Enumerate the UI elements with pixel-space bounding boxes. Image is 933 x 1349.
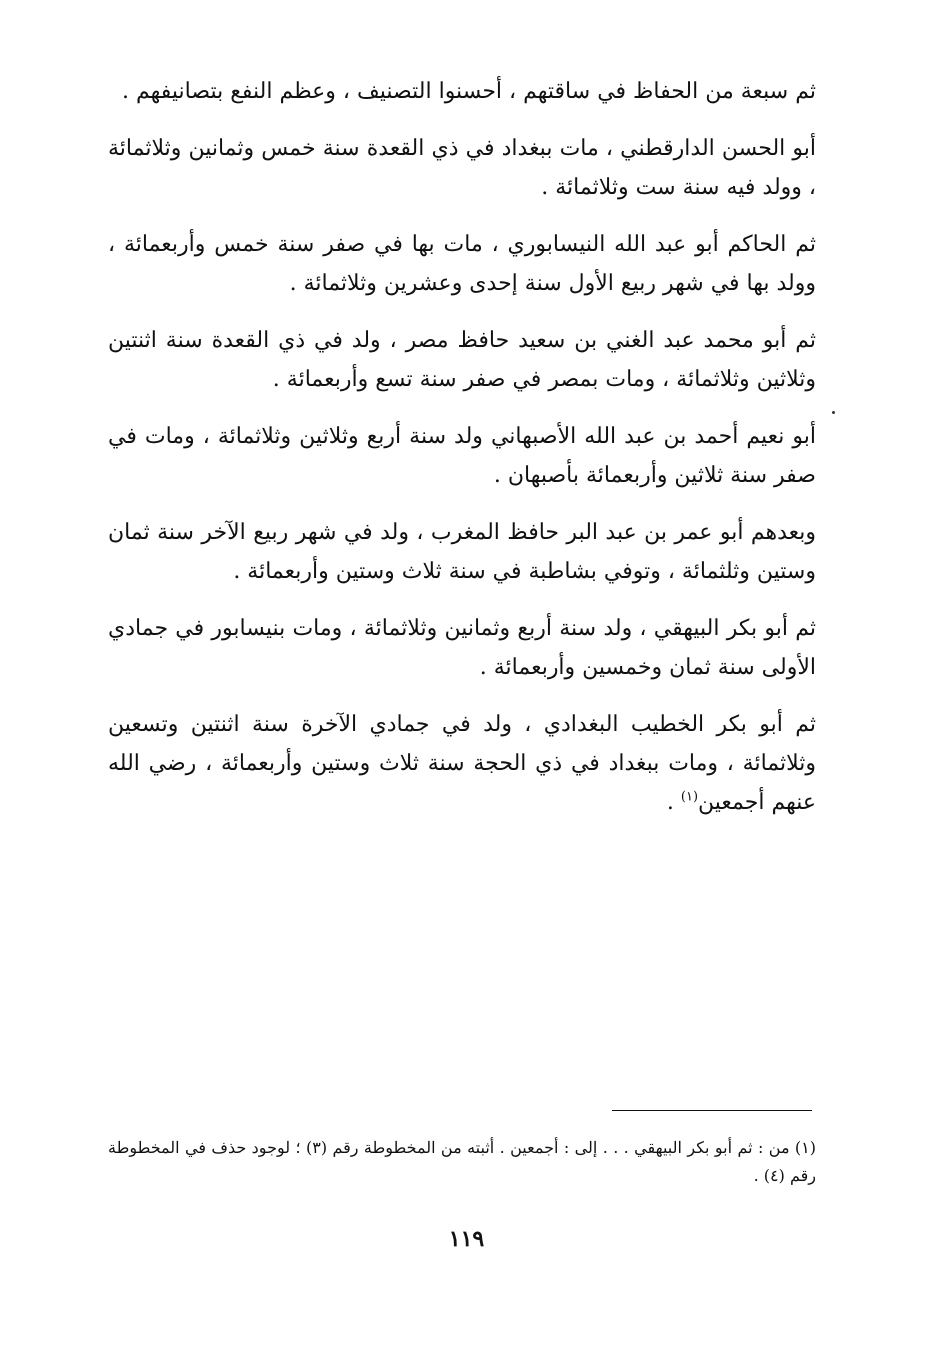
footnote-divider <box>612 1110 812 1111</box>
paragraph-5: أبو نعيم أحمد بن عبد الله الأصبهاني ولد سنة أربع وثلاثين وثلاثمائة ، ومات في صفر سنة ثلاثين وأربعمائة بأصبهان . <box>108 424 816 488</box>
paragraph-8-text: ثم أبو بكر الخطيب البغدادي ، ولد في جمادي الآخرة سنة اثنتين وتسعين وثلاثمائة ، ومات ببغداد في ذي الحجة سنة ثلاث وستين وأربعمائة ، رضي الله عنهم أجمعين <box>108 712 816 815</box>
paragraph-2: أبو الحسن الدارقطني ، مات ببغداد في ذي القعدة سنة خمس وثمانين وثلاثمائة ، وولد فيه سنة ست وثلاثمائة . <box>108 136 816 200</box>
footnote-marker[interactable]: (١) <box>680 789 699 805</box>
paragraph-7: ثم أبو بكر البيهقي ، ولد سنة أربع وثمانين وثلاثمائة ، ومات بنيسابور في جمادي الأولى سنة ثمان وخمسين وأربعمائة . <box>108 616 816 680</box>
paragraph-8 <box>108 705 816 822</box>
footnote-1: (١) من : ثم أبو بكر البيهقي . . . إلى : أجمعين . أثبته من المخطوطة رقم (٣) ؛ لوجود حذف في المخطوطة رقم (٤) . <box>108 1138 817 1185</box>
main-text <box>108 72 816 840</box>
paragraph-3: ثم الحاكم أبو عبد الله النيسابوري ، مات بها في صفر سنة خمس وأربعمائة ، وولد بها في شهر ربيع الأول سنة إحدى وعشرين وثلاثمائة . <box>108 232 816 296</box>
paragraph-4: ثم أبو محمد عبد الغني بن سعيد حافظ مصر ، ولد في ذي القعدة سنة اثنتين وثلاثين وثلاثمائة ، ومات بمصر في صفر سنة تسع وأربعمائة . <box>108 328 816 392</box>
page-number: ١١٩ <box>448 1226 485 1252</box>
paragraph-8-end: . <box>666 790 681 815</box>
paragraph-6: وبعدهم أبو عمر بن عبد البر حافظ المغرب ، ولد في شهر ربيع الآخر سنة ثمان وستين وثلثمائة ، وتوفي بشاطبة في سنة ثلاث وستين وأربعمائة . <box>108 520 816 584</box>
stray-dot <box>832 411 835 414</box>
paragraph-1: ثم سبعة من الحفاظ في ساقتهم ، أحسنوا التصنيف ، وعظم النفع بتصانيفهم . <box>122 79 816 104</box>
